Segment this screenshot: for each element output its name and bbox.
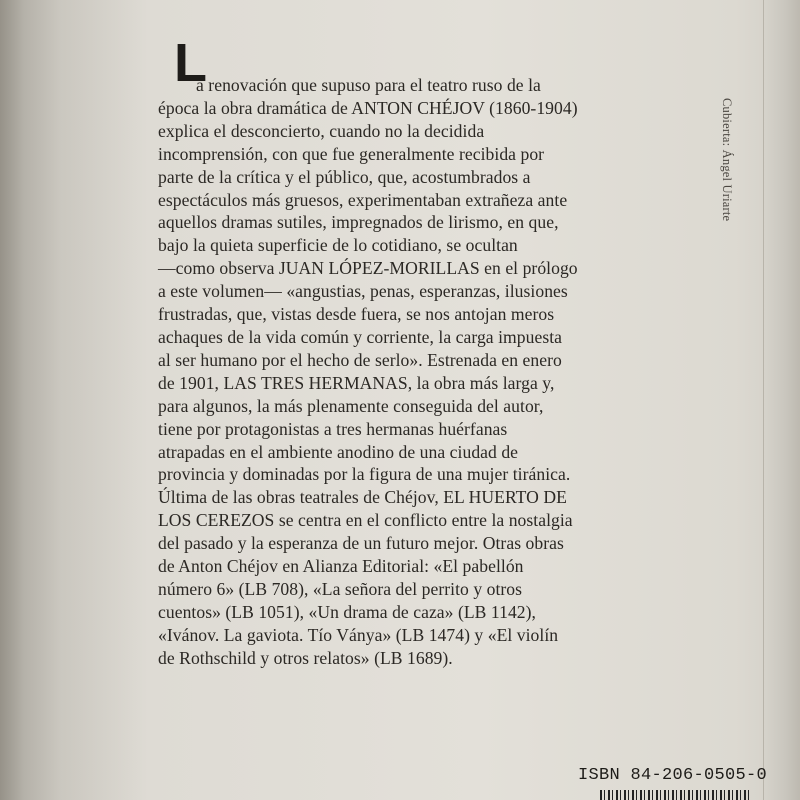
blurb-line: achaques de la vida común y corriente, la carga impuesta [158, 326, 563, 347]
blurb-line: de Anton Chéjov en Alianza Editorial: «El pabellón [158, 556, 524, 577]
blurb-line: explica el desconcierto, cuando no la decidida [158, 120, 485, 141]
blurb-line: «Ivánov. La gaviota. Tío Ványa» (LB 1474) y «El violín [158, 624, 559, 645]
blurb-line: cuentos» (LB 1051), «Un drama de caza» (LB 1142), [158, 601, 536, 622]
blurb-line: espectáculos más gruesos, experimentaban extrañeza ante [158, 189, 568, 210]
blurb-line: incomprensión, con que fue generalmente recibida por [158, 143, 545, 164]
blurb-line: atrapadas en el ambiente anodino de una ciudad de [158, 441, 519, 462]
blurb-line: número 6» (LB 708), «La señora del perrito y otros [158, 578, 523, 599]
barcode [600, 790, 750, 800]
blurb-line: tiene por protagonistas a tres hermanas huérfanas [158, 418, 508, 439]
blurb-line: frustradas, que, vistas desde fuera, se nos antojan meros [158, 304, 555, 325]
blurb-line: bajo la quieta superficie de lo cotidiano, se ocultan [158, 235, 518, 256]
blurb-line: del pasado y la esperanza de un futuro mejor. Otras obras [158, 533, 564, 554]
blurb-line: para algunos, la más plenamente conseguida del autor, [158, 395, 544, 416]
blurb-line: época la obra dramática de ANTON CHÉJOV (1860-1904) [158, 97, 578, 118]
back-cover-page [128, 0, 764, 800]
blurb-text [158, 74, 706, 670]
blurb-line: Última de las obras teatrales de Chéjov, EL HUERTO DE [158, 487, 567, 508]
blurb-line: provincia y dominadas por la figura de una mujer tiránica. [158, 464, 571, 485]
blurb-line: aquellos dramas sutiles, impregnados de lirismo, en que, [158, 212, 559, 233]
drop-cap-letter: L [174, 33, 207, 93]
blurb-line: a este volumen— «angustias, penas, esperanzas, ilusiones [158, 281, 568, 302]
blurb-line: de 1901, LAS TRES HERMANAS, la obra más larga y, [158, 372, 555, 393]
isbn-number: ISBN 84-206-0505-0 [578, 766, 768, 785]
blurb-line: —como observa JUAN LÓPEZ-MORILLAS en el prólogo [158, 258, 578, 279]
blurb-line: parte de la crítica y el público, que, acostumbrados a [158, 166, 531, 187]
cover-credit: Cubierta: Ángel Uriarte [720, 98, 734, 222]
cover-edge [763, 0, 800, 800]
blurb-line: de Rothschild y otros relatos» (LB 1689). [158, 647, 453, 668]
blurb-line: al ser humano por el hecho de serlo». Estrenada en enero [158, 349, 562, 370]
blurb-line: a renovación que supuso para el teatro ruso de la [196, 75, 541, 95]
blurb-line: LOS CEREZOS se centra en el conflicto entre la nostalgia [158, 510, 573, 531]
